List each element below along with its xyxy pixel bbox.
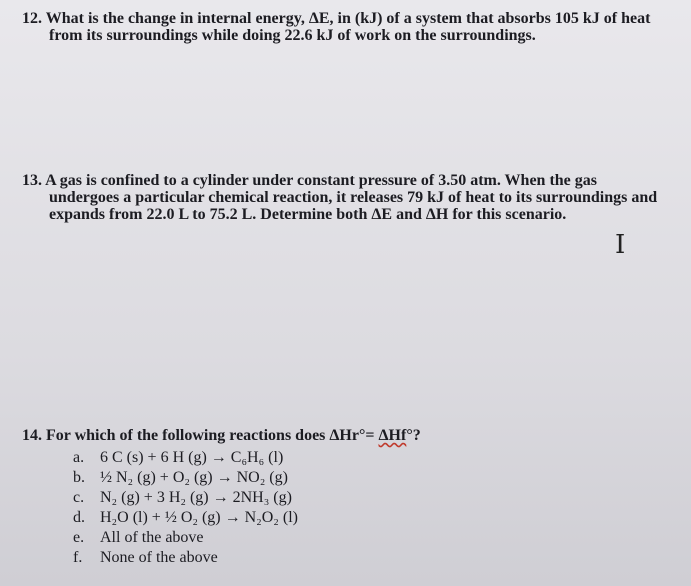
question-14-prompt-term: ΔHf (378, 427, 407, 444)
option-letter: f. (73, 549, 83, 566)
option-letter: b. (73, 469, 85, 486)
question-12 (22, 10, 650, 44)
option-c[interactable] (73, 488, 298, 508)
option-b[interactable] (73, 468, 298, 488)
question-14-prompt-end: ? (412, 427, 421, 444)
option-letter: e. (73, 529, 85, 546)
option-text: 6 C (s) + 6 H (g) → C₆H₆ (l) (100, 449, 284, 466)
option-f[interactable] (73, 548, 298, 568)
option-text: None of the above (100, 549, 218, 566)
option-text: N₂ (g) + 3 H₂ (g) → 2NH₃ (g) (100, 489, 292, 506)
question-13 (22, 172, 657, 223)
option-letter: c. (73, 489, 85, 506)
question-13-line-1: 13. A gas is confined to a cylinder under constant pressure of 3.50 atm. When the gas (22, 172, 598, 189)
option-d[interactable] (73, 508, 298, 528)
question-13-line-3: expands from 22.0 L to 75.2 L. Determine both ΔE and ΔH for this scenario. (49, 206, 567, 223)
question-14 (22, 427, 421, 444)
option-text: ½ N₂ (g) + O₂ (g) → NO₂ (g) (100, 469, 288, 486)
question-12-line-1: 12. What is the change in internal energy, ΔE, in (kJ) of a system that absorbs 105 kJ of heat (22, 10, 651, 27)
question-13-line-2: undergoes a particular chemical reaction, it releases 79 kJ of heat to its surroundings and (49, 189, 658, 206)
question-14-options (73, 448, 298, 568)
option-text: H₂O (l) + ½ O₂ (g) → N₂O₂ (l) (100, 509, 298, 526)
option-letter: d. (73, 509, 85, 526)
option-letter: a. (73, 449, 85, 466)
option-a[interactable] (73, 448, 298, 468)
question-14-prompt-text: 14. For which of the following reactions does ΔHr°= (22, 427, 379, 444)
option-e[interactable] (73, 528, 298, 548)
question-12-line-2: from its surroundings while doing 22.6 kJ of work on the surroundings. (49, 27, 536, 44)
text-cursor-icon: I (615, 230, 626, 260)
option-text: All of the above (100, 529, 204, 546)
question-14-prompt: 14. For which of the following reactions does ΔHr°= ΔHf°? (22, 427, 421, 444)
